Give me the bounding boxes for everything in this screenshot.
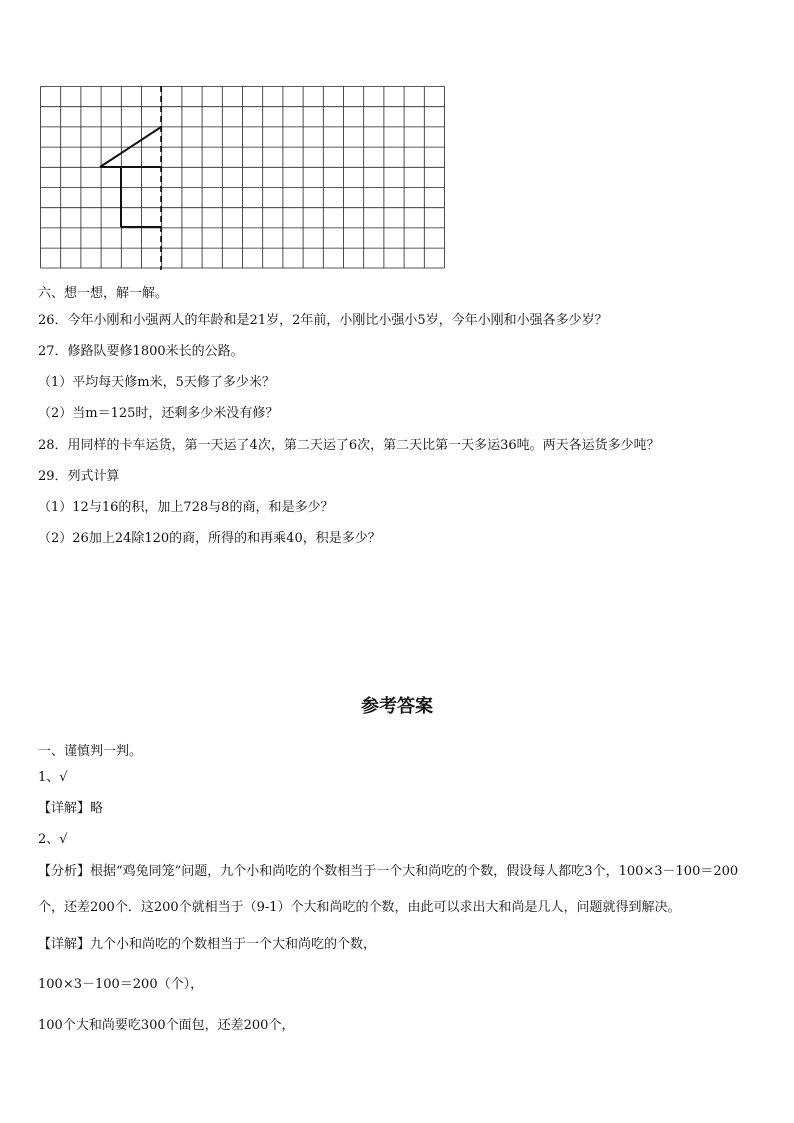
question-27: 27．修路队要修1800米长的公路。 xyxy=(38,344,244,359)
question-26: 26．今年小刚和小强两人的年龄和是21岁，2年前，小刚比小强小5岁，今年小刚和小强各多少岁？ xyxy=(38,313,608,328)
question-29: 29．列式计算 xyxy=(38,469,120,484)
answer-1-detail: 【详解】略 xyxy=(38,801,104,816)
shape-drawing xyxy=(100,86,161,270)
question-29-part1: （1）12与16的积，加上728与8的商，和是多少？ xyxy=(38,500,334,515)
answer-1: 1、√ xyxy=(38,770,68,785)
question-28: 28．用同样的卡车运货，第一天运了4次，第二天运了6次，第二天比第一天多运36吨。两天各运货多少吨？ xyxy=(38,438,660,453)
section6-title: 六、想一想，解一解。 xyxy=(38,286,169,301)
answer-2-detail-line2: 100×3－100＝200（个）， xyxy=(38,977,204,992)
answer-2-analysis-line2: 个，还差200个．这200个就相当于（9-1）个大和尚吃的个数，由此可以求出大和尚是几人，问题就得到解决。 xyxy=(38,900,681,915)
question-27-part1: （1）平均每天修m米，5天修了多少米？ xyxy=(38,375,275,390)
answer-2: 2、√ xyxy=(38,832,68,847)
answers-heading: 参考答案 xyxy=(361,696,433,717)
answer-2-detail-line3: 100个大和尚要吃300个面包，还差200个， xyxy=(38,1018,295,1033)
grid-figure xyxy=(40,86,448,270)
answers-section1-title: 一、谨慎判一判。 xyxy=(38,744,143,759)
answer-2-detail-line1: 【详解】九个小和尚吃的个数相当于一个大和尚吃的个数， xyxy=(38,937,377,952)
grid-lines xyxy=(41,87,445,269)
answer-2-analysis-line1: 【分析】根据“鸡兔同笼”问题，九个小和尚吃的个数相当于一个大和尚吃的个数，假设每人都吃3个，100×3－100＝200 xyxy=(38,864,739,879)
question-29-part2: （2）26加上24除120的商，所得的和再乘40，积是多少？ xyxy=(38,531,381,546)
question-27-part2: （2）当m＝125时，还剩多少米没有修？ xyxy=(38,406,279,421)
